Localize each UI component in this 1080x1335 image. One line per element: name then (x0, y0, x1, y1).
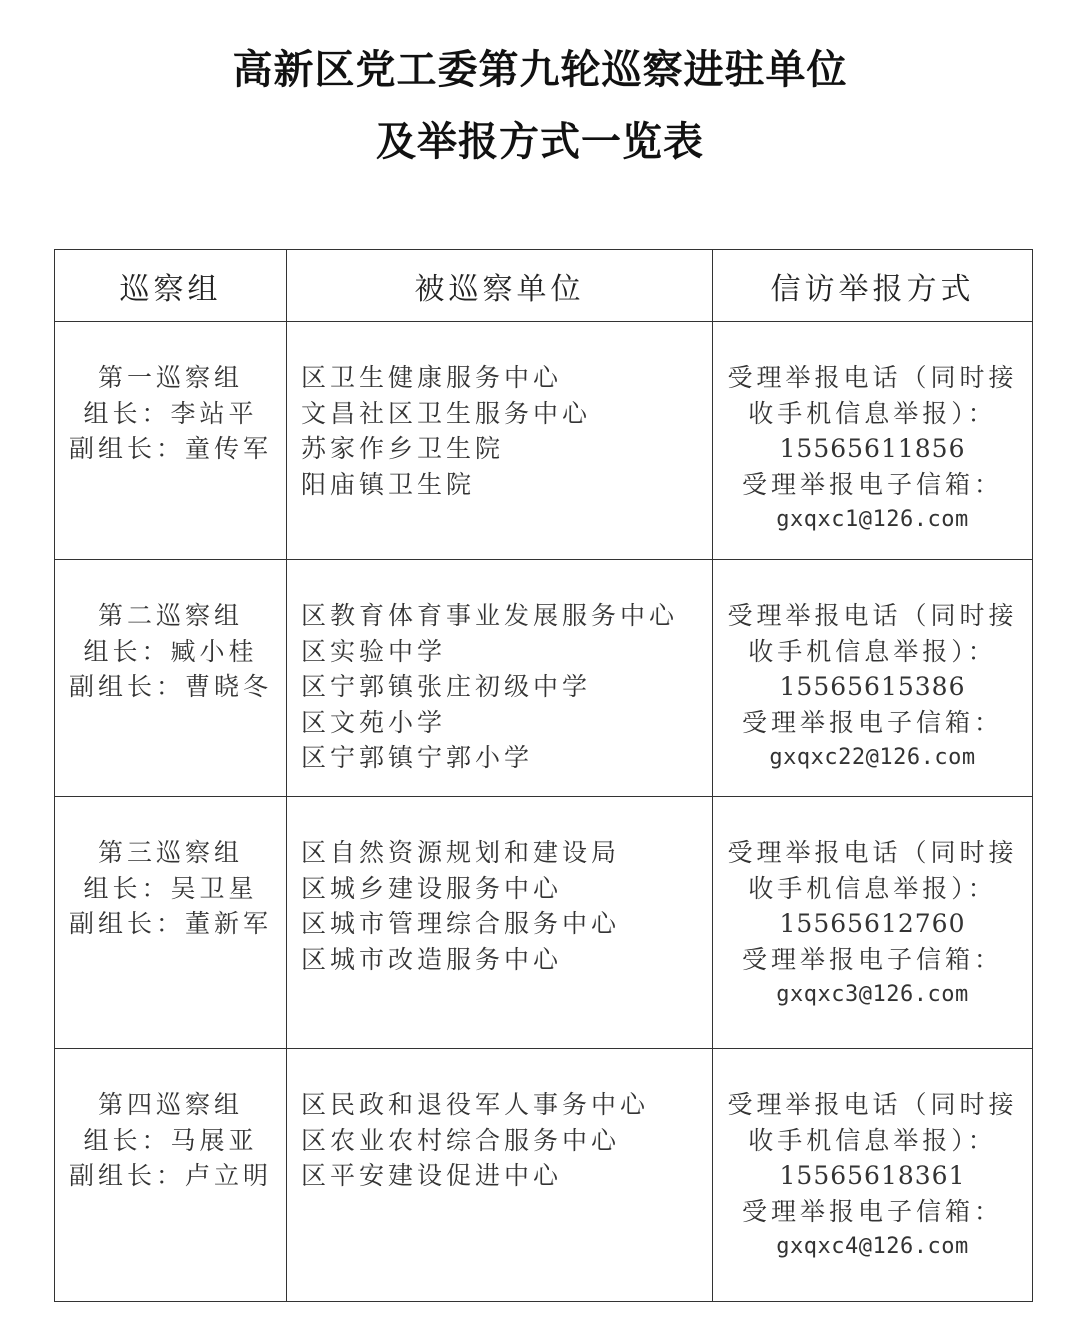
group-deputy: 副组长：童传军 (68, 434, 272, 463)
contact-cell (713, 1049, 1033, 1302)
unit-item: 区宁郭镇张庄初级中学 (301, 672, 592, 701)
email-label: 受理举报电子信箱： (741, 469, 1003, 499)
units-cell (287, 322, 713, 560)
unit-item: 区自然资源规划和建设局 (301, 838, 621, 867)
group-leader: 组长：李站平 (83, 398, 258, 428)
units-cell (287, 797, 713, 1049)
group-cell (55, 322, 287, 560)
units-cell (287, 1049, 713, 1302)
phone-label-cont: 收手机信息举报）： (748, 636, 997, 666)
group-leader: 组长：吴卫星 (83, 873, 258, 903)
phone-number: 15565618361 (779, 1161, 966, 1190)
inspection-table (54, 249, 1033, 1302)
group-name: 第一巡察组 (97, 363, 243, 392)
group-deputy: 副组长：卢立明 (68, 1161, 272, 1190)
contact-cell (713, 322, 1033, 560)
unit-item: 区平安建设促进中心 (301, 1161, 563, 1190)
table-row (55, 1049, 1033, 1302)
header-inspection-group: 巡察组 (55, 250, 287, 322)
group-cell (55, 1049, 287, 1302)
units-cell (287, 560, 713, 797)
phone-number: 15565611856 (779, 434, 966, 463)
phone-label: 受理举报电话（同时接 (727, 838, 1018, 867)
email-label: 受理举报电子信箱： (741, 707, 1003, 737)
unit-item: 苏家作乡卫生院 (301, 434, 505, 463)
email-label: 受理举报电子信箱： (741, 944, 1003, 974)
group-deputy: 副组长：董新军 (68, 909, 272, 938)
table-row (55, 322, 1033, 560)
phone-label: 受理举报电话（同时接 (727, 363, 1018, 392)
unit-item: 区民政和退役军人事务中心 (301, 1090, 650, 1119)
contact-cell (713, 797, 1033, 1049)
phone-label-cont: 收手机信息举报）： (748, 873, 997, 903)
group-cell (55, 560, 287, 797)
phone-label: 受理举报电话（同时接 (727, 601, 1018, 630)
table-row (55, 560, 1033, 797)
header-inspected-units: 被巡察单位 (287, 250, 713, 322)
contact-cell (713, 560, 1033, 797)
email-address: gxqxc1@126.com (776, 507, 969, 532)
unit-item: 区实验中学 (301, 636, 447, 666)
unit-item: 区文苑小学 (301, 707, 447, 737)
table-header-row (55, 250, 1033, 322)
header-report-methods: 信访举报方式 (713, 250, 1033, 322)
phone-number: 15565615386 (779, 672, 966, 701)
phone-label-cont: 收手机信息举报）： (748, 1125, 997, 1155)
group-name: 第四巡察组 (97, 1090, 243, 1119)
email-address: gxqxc3@126.com (776, 982, 969, 1007)
unit-item: 区宁郭镇宁郭小学 (301, 743, 534, 772)
unit-item: 文昌社区卫生服务中心 (301, 398, 592, 428)
unit-item: 区城市改造服务中心 (301, 944, 563, 974)
unit-item: 区城市管理综合服务中心 (301, 909, 621, 938)
document-title-line-2: 及举报方式一览表 (376, 119, 704, 165)
group-name: 第二巡察组 (97, 601, 243, 630)
group-deputy: 副组长：曹晓冬 (68, 672, 272, 701)
unit-item: 区农业农村综合服务中心 (301, 1125, 621, 1155)
unit-item: 区卫生健康服务中心 (301, 363, 563, 392)
group-leader: 组长：臧小桂 (83, 636, 258, 666)
phone-label-cont: 收手机信息举报）： (748, 398, 997, 428)
phone-number: 15565612760 (779, 909, 966, 938)
table-row (55, 797, 1033, 1049)
email-address: gxqxc4@126.com (776, 1234, 969, 1259)
unit-item: 区教育体育事业发展服务中心 (301, 601, 679, 630)
unit-item: 阳庙镇卫生院 (301, 469, 476, 499)
group-name: 第三巡察组 (97, 838, 243, 867)
email-address: gxqxc22@126.com (769, 745, 976, 770)
email-label: 受理举报电子信箱： (741, 1196, 1003, 1226)
document-title-line-1: 高新区党工委第九轮巡察进驻单位 (232, 47, 848, 93)
unit-item: 区城乡建设服务中心 (301, 873, 563, 903)
group-leader: 组长：马展亚 (83, 1125, 258, 1155)
group-cell (55, 797, 287, 1049)
phone-label: 受理举报电话（同时接 (727, 1090, 1018, 1119)
